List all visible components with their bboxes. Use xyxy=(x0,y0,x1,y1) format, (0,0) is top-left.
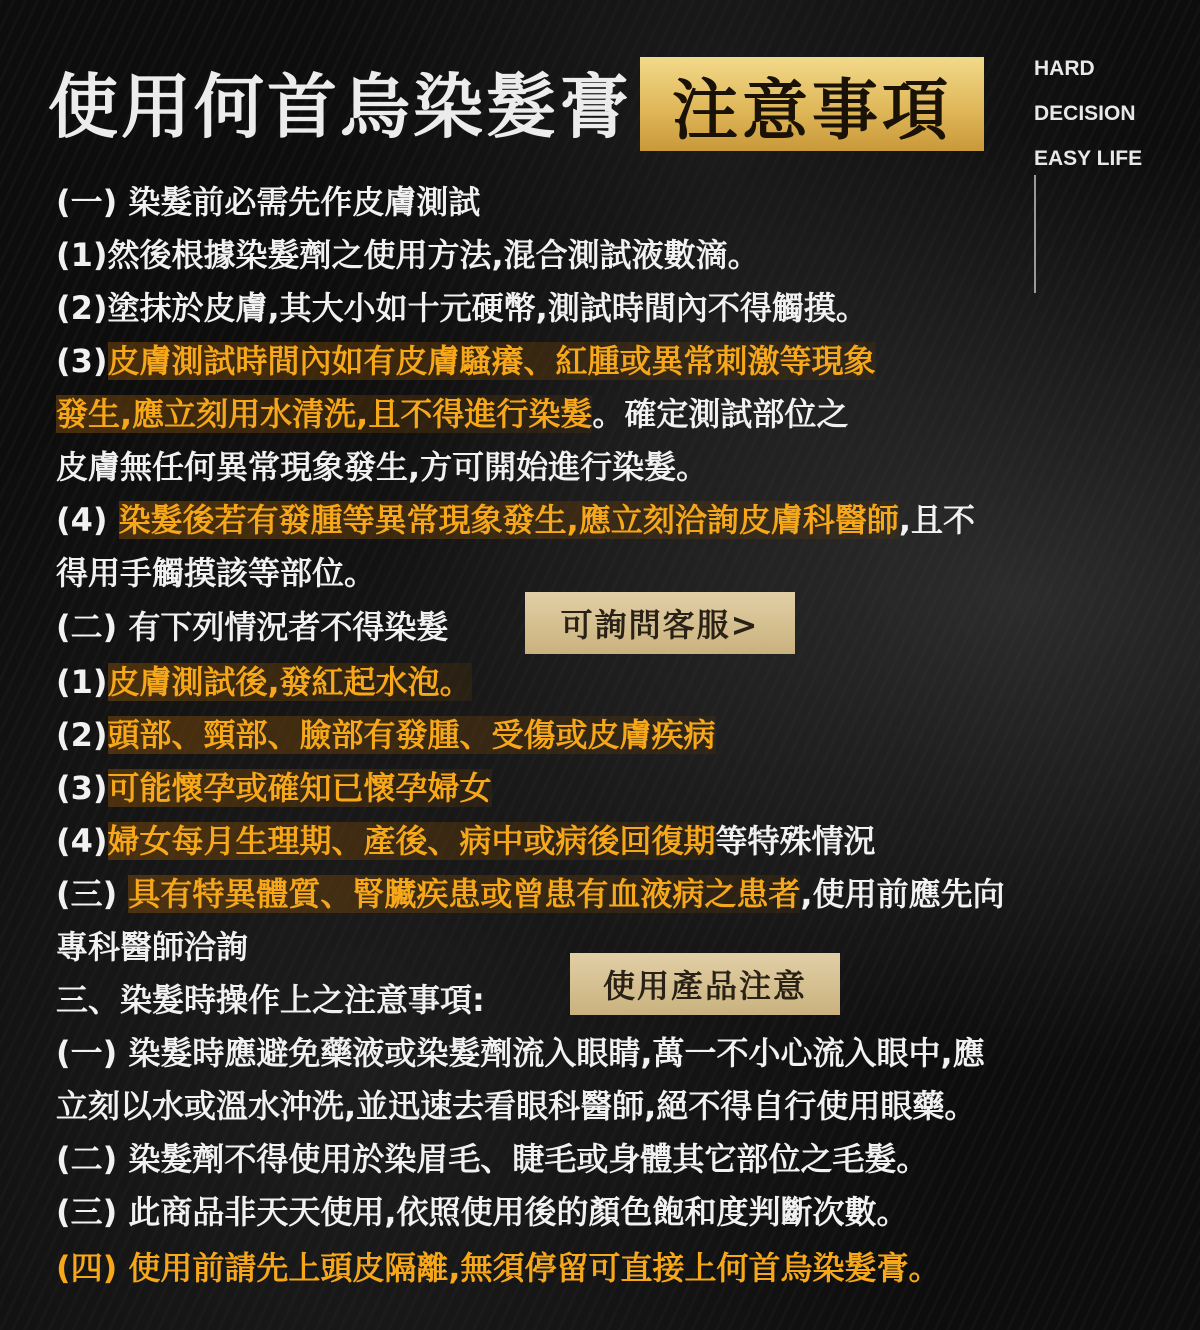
slogan-line: EASY LIFE xyxy=(1034,147,1143,170)
text-line xyxy=(56,339,876,383)
text-line xyxy=(56,872,1005,916)
text-line: (三) 此商品非天天使用,依照使用後的顏色飽和度判斷次數。 xyxy=(56,1193,909,1231)
text-suffix: ,使用前應先向 xyxy=(800,875,1005,913)
text-line xyxy=(56,713,716,757)
text-line: (二) 染髮劑不得使用於染眉毛、睫毛或身體其它部位之毛髮。 xyxy=(56,1140,929,1178)
text-prefix: (三) xyxy=(56,875,129,913)
product-note-button[interactable]: 使用產品注意 xyxy=(570,953,840,1015)
highlight-text: 皮膚測試時間內如有皮膚騷癢、紅腫或異常刺激等現象 xyxy=(107,342,876,380)
highlight-text: 染髮後若有發腫等異常現象發生,應立刻洽詢皮膚科醫師 xyxy=(118,501,899,539)
text-prefix: (1) xyxy=(56,663,108,701)
text-line: (1)然後根據染髮劑之使用方法,混合測試液數滴。 xyxy=(56,236,760,274)
text-line xyxy=(56,498,975,542)
highlight-text: 頭部、頸部、臉部有發腫、受傷或皮膚疾病 xyxy=(107,716,716,754)
text-line xyxy=(56,392,848,436)
text-line xyxy=(56,819,876,863)
highlight-text: 婦女每月生理期、產後、病中或病後回復期 xyxy=(107,822,716,860)
text-line: 專科醫師洽詢 xyxy=(56,928,249,966)
text-prefix: (3) xyxy=(56,342,108,380)
slogan-line: HARD xyxy=(1034,57,1095,80)
section-heading: (二) 有下列情況者不得染髮 xyxy=(56,608,449,646)
text-line: (一) 染髮時應避免藥液或染髮劑流入眼睛,萬一不小心流入眼中,應 xyxy=(56,1034,985,1072)
page-title: 使用何首烏染髮膏 xyxy=(48,66,632,148)
text-prefix: (2) xyxy=(56,716,108,754)
highlight-text: 具有特異體質、腎臟疾患或曾患有血液病之患者 xyxy=(128,875,801,913)
text-line: 立刻以水或溫水沖洗,並迅速去看眼科醫師,絕不得自行使用眼藥。 xyxy=(56,1087,977,1125)
highlight-text: 發生,應立刻用水清洗,且不得進行染髮 xyxy=(56,395,593,433)
slogan-line: DECISION xyxy=(1034,102,1136,125)
text-prefix: (3) xyxy=(56,769,108,807)
title-badge: 注意事項 xyxy=(640,57,984,151)
text-line: 皮膚無任何異常現象發生,方可開始進行染髮。 xyxy=(56,448,709,486)
text-line: (2)塗抹於皮膚,其大小如十元硬幣,測試時間內不得觸摸。 xyxy=(56,289,868,327)
section-heading: (一) 染髮前必需先作皮膚測試 xyxy=(56,183,481,221)
highlight-text: 可能懷孕或確知已懷孕婦女 xyxy=(107,769,492,807)
divider xyxy=(1034,175,1036,293)
ask-service-button[interactable]: 可詢問客服> xyxy=(525,592,795,654)
section-heading: 三、染髮時操作上之注意事項: xyxy=(56,981,485,1019)
text-suffix: 。確定測試部位之 xyxy=(592,395,849,433)
text-line xyxy=(56,660,472,704)
slogan xyxy=(1034,46,1142,181)
text-line: 得用手觸摸該等部位。 xyxy=(56,554,377,592)
text-line xyxy=(56,766,492,810)
text-prefix: (4) xyxy=(56,822,108,860)
text-suffix: 等特殊情況 xyxy=(715,822,876,860)
text-prefix: (4) xyxy=(56,501,119,539)
text-suffix: ,且不 xyxy=(898,501,975,539)
highlight-line: (四) 使用前請先上頭皮隔離,無須停留可直接上何首烏染髮膏。 xyxy=(56,1249,941,1287)
highlight-text: 皮膚測試後,發紅起水泡。 xyxy=(107,663,472,701)
